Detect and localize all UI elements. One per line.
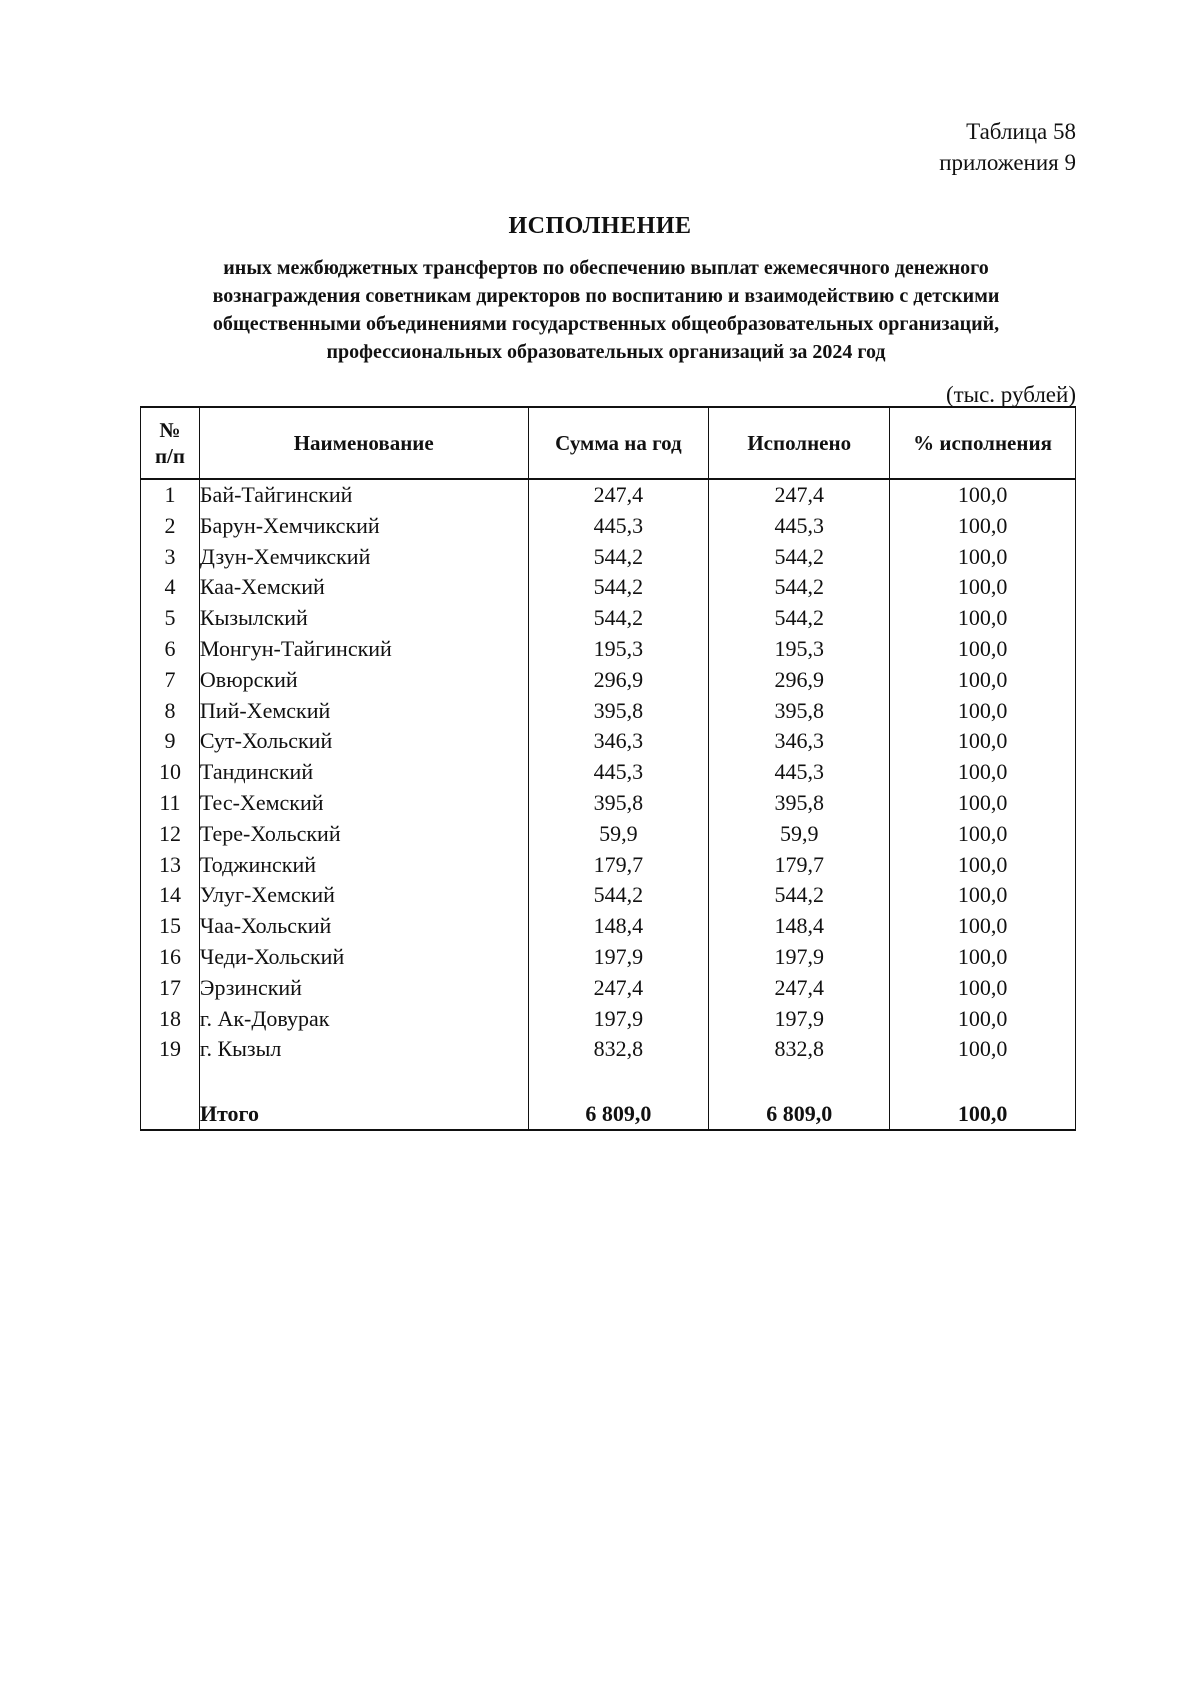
row-plan: 195,3 bbox=[528, 634, 709, 665]
row-pct: 100,0 bbox=[890, 973, 1076, 1004]
row-number: 3 bbox=[141, 542, 200, 573]
table-row bbox=[141, 542, 1076, 573]
row-name: Тоджинский bbox=[199, 850, 528, 881]
table-row bbox=[141, 1034, 1076, 1065]
row-pct: 100,0 bbox=[890, 572, 1076, 603]
row-name: Сут-Хольский bbox=[199, 726, 528, 757]
row-name: Кызылский bbox=[199, 603, 528, 634]
row-plan: 395,8 bbox=[528, 788, 709, 819]
row-plan: 59,9 bbox=[528, 819, 709, 850]
row-plan: 544,2 bbox=[528, 572, 709, 603]
row-pct: 100,0 bbox=[890, 880, 1076, 911]
row-done: 179,7 bbox=[709, 850, 890, 881]
table-row bbox=[141, 880, 1076, 911]
row-number: 2 bbox=[141, 511, 200, 542]
row-pct: 100,0 bbox=[890, 911, 1076, 942]
table-row bbox=[141, 726, 1076, 757]
table-row bbox=[141, 819, 1076, 850]
row-name: Пий-Хемский bbox=[199, 696, 528, 727]
row-plan: 832,8 bbox=[528, 1034, 709, 1065]
row-name: Эрзинский bbox=[199, 973, 528, 1004]
row-name: Чаа-Хольский bbox=[199, 911, 528, 942]
row-done: 544,2 bbox=[709, 542, 890, 573]
row-plan: 346,3 bbox=[528, 726, 709, 757]
header-number-line2: п/п bbox=[154, 444, 185, 468]
row-plan: 148,4 bbox=[528, 911, 709, 942]
table-row bbox=[141, 788, 1076, 819]
row-number: 1 bbox=[141, 479, 200, 511]
row-number: 5 bbox=[141, 603, 200, 634]
row-plan: 247,4 bbox=[528, 973, 709, 1004]
row-done: 445,3 bbox=[709, 511, 890, 542]
row-pct: 100,0 bbox=[890, 696, 1076, 727]
row-name: Чеди-Хольский bbox=[199, 942, 528, 973]
row-number: 9 bbox=[141, 726, 200, 757]
row-pct: 100,0 bbox=[890, 603, 1076, 634]
subtitle-line: вознаграждения советникам директоров по воспитанию и взаимодействию с детскими bbox=[212, 285, 1000, 307]
total-row bbox=[141, 1099, 1076, 1130]
row-done: 544,2 bbox=[709, 572, 890, 603]
spacer-row bbox=[141, 1065, 1076, 1099]
row-number: 19 bbox=[141, 1034, 200, 1065]
header-plan: Сумма на год bbox=[528, 407, 709, 479]
row-number: 16 bbox=[141, 942, 200, 973]
row-number: 18 bbox=[141, 1004, 200, 1035]
table-row bbox=[141, 973, 1076, 1004]
table-body bbox=[141, 479, 1076, 1130]
row-done: 395,8 bbox=[709, 788, 890, 819]
row-number: 4 bbox=[141, 572, 200, 603]
row-name: г. Ак-Довурак bbox=[199, 1004, 528, 1035]
table-reference bbox=[939, 116, 1076, 178]
row-pct: 100,0 bbox=[890, 665, 1076, 696]
row-done: 395,8 bbox=[709, 696, 890, 727]
row-number: 7 bbox=[141, 665, 200, 696]
row-number: 10 bbox=[141, 757, 200, 788]
row-done: 197,9 bbox=[709, 942, 890, 973]
total-plan: 6 809,0 bbox=[528, 1099, 709, 1130]
table-row bbox=[141, 634, 1076, 665]
table-row bbox=[141, 850, 1076, 881]
row-done: 195,3 bbox=[709, 634, 890, 665]
row-number: 11 bbox=[141, 788, 200, 819]
row-name: Монгун-Тайгинский bbox=[199, 634, 528, 665]
row-done: 247,4 bbox=[709, 479, 890, 511]
transfers-table bbox=[140, 406, 1076, 1131]
header-number bbox=[141, 407, 200, 479]
row-name: Тандинский bbox=[199, 757, 528, 788]
row-plan: 395,8 bbox=[528, 696, 709, 727]
row-pct: 100,0 bbox=[890, 819, 1076, 850]
header-pct: % исполнения bbox=[890, 407, 1076, 479]
table-row bbox=[141, 572, 1076, 603]
row-number: 6 bbox=[141, 634, 200, 665]
row-pct: 100,0 bbox=[890, 1004, 1076, 1035]
row-name: г. Кызыл bbox=[199, 1034, 528, 1065]
row-pct: 100,0 bbox=[890, 942, 1076, 973]
table-row bbox=[141, 665, 1076, 696]
row-plan: 296,9 bbox=[528, 665, 709, 696]
row-plan: 544,2 bbox=[528, 880, 709, 911]
row-name: Дзун-Хемчикский bbox=[199, 542, 528, 573]
row-number: 8 bbox=[141, 696, 200, 727]
row-number: 15 bbox=[141, 911, 200, 942]
row-pct: 100,0 bbox=[890, 479, 1076, 511]
row-number: 14 bbox=[141, 880, 200, 911]
header-name: Наименование bbox=[199, 407, 528, 479]
row-name: Овюрский bbox=[199, 665, 528, 696]
row-done: 247,4 bbox=[709, 973, 890, 1004]
table-row bbox=[141, 911, 1076, 942]
document-subtitle bbox=[150, 254, 1062, 366]
row-name: Барун-Хемчикский bbox=[199, 511, 528, 542]
row-name: Тес-Хемский bbox=[199, 788, 528, 819]
header-done: Исполнено bbox=[709, 407, 890, 479]
row-plan: 544,2 bbox=[528, 542, 709, 573]
row-done: 544,2 bbox=[709, 880, 890, 911]
row-name: Улуг-Хемский bbox=[199, 880, 528, 911]
total-number-cell bbox=[141, 1099, 200, 1130]
row-pct: 100,0 bbox=[890, 726, 1076, 757]
units-label: (тыс. рублей) bbox=[945, 382, 1076, 407]
row-pct: 100,0 bbox=[890, 788, 1076, 819]
row-number: 12 bbox=[141, 819, 200, 850]
table-header-row bbox=[141, 407, 1076, 479]
total-done: 6 809,0 bbox=[709, 1099, 890, 1130]
row-pct: 100,0 bbox=[890, 850, 1076, 881]
row-done: 296,9 bbox=[709, 665, 890, 696]
row-pct: 100,0 bbox=[890, 1034, 1076, 1065]
row-pct: 100,0 bbox=[890, 634, 1076, 665]
row-plan: 179,7 bbox=[528, 850, 709, 881]
total-label: Итого bbox=[199, 1099, 528, 1130]
table-row bbox=[141, 942, 1076, 973]
row-done: 544,2 bbox=[709, 603, 890, 634]
row-pct: 100,0 bbox=[890, 757, 1076, 788]
row-pct: 100,0 bbox=[890, 542, 1076, 573]
row-plan: 445,3 bbox=[528, 511, 709, 542]
row-done: 59,9 bbox=[709, 819, 890, 850]
appendix-reference: приложения 9 bbox=[939, 150, 1076, 175]
subtitle-line: профессиональных образовательных организаций за 2024 год bbox=[326, 341, 886, 363]
row-plan: 544,2 bbox=[528, 603, 709, 634]
header-number-line1: № bbox=[159, 418, 181, 442]
table-number: Таблица 58 bbox=[966, 119, 1076, 144]
row-number: 13 bbox=[141, 850, 200, 881]
row-plan: 197,9 bbox=[528, 1004, 709, 1035]
table-row bbox=[141, 511, 1076, 542]
table-row bbox=[141, 479, 1076, 511]
subtitle-line: иных межбюджетных трансфертов по обеспечению выплат ежемесячного денежного bbox=[223, 257, 989, 279]
row-pct: 100,0 bbox=[890, 511, 1076, 542]
row-plan: 445,3 bbox=[528, 757, 709, 788]
document-title: ИСПОЛНЕНИЕ bbox=[508, 213, 692, 239]
table-row bbox=[141, 696, 1076, 727]
row-name: Тере-Хольский bbox=[199, 819, 528, 850]
row-done: 832,8 bbox=[709, 1034, 890, 1065]
table-row bbox=[141, 1004, 1076, 1035]
total-pct: 100,0 bbox=[890, 1099, 1076, 1130]
subtitle-line: общественными объединениями государственных общеобразовательных организаций, bbox=[212, 313, 1000, 335]
row-plan: 197,9 bbox=[528, 942, 709, 973]
row-done: 148,4 bbox=[709, 911, 890, 942]
row-done: 197,9 bbox=[709, 1004, 890, 1035]
row-done: 346,3 bbox=[709, 726, 890, 757]
row-number: 17 bbox=[141, 973, 200, 1004]
row-name: Каа-Хемский bbox=[199, 572, 528, 603]
table-row bbox=[141, 757, 1076, 788]
row-done: 445,3 bbox=[709, 757, 890, 788]
table-row bbox=[141, 603, 1076, 634]
row-plan: 247,4 bbox=[528, 479, 709, 511]
row-name: Бай-Тайгинский bbox=[199, 479, 528, 511]
